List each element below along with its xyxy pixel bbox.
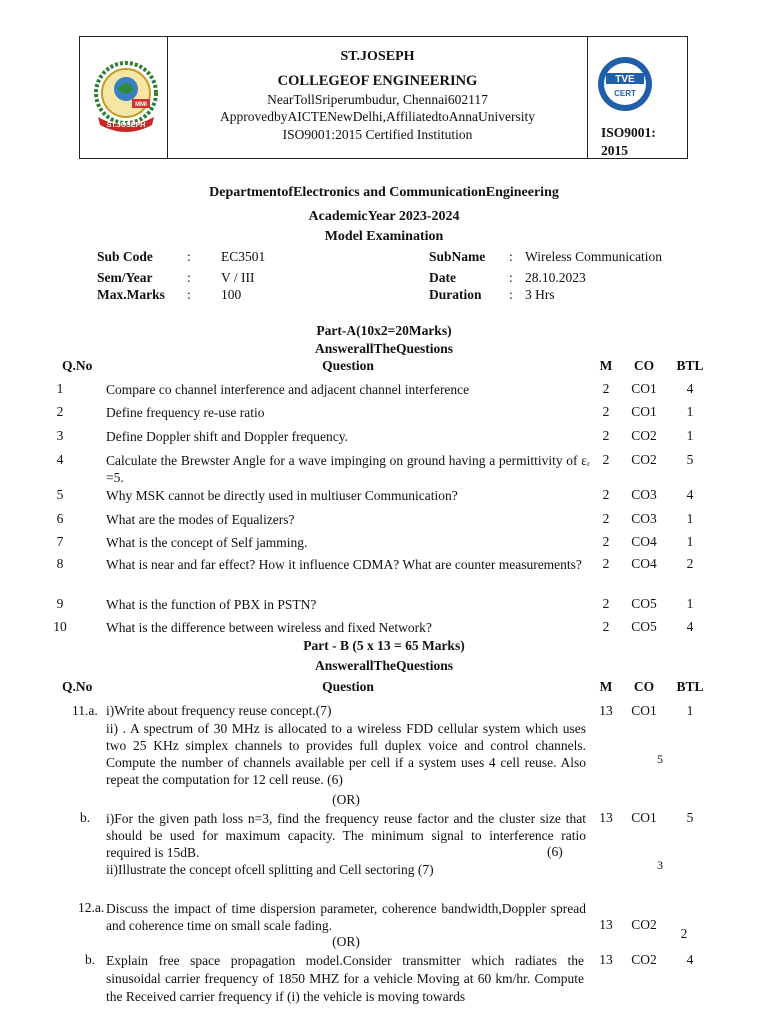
question-marks: 13 bbox=[599, 703, 613, 718]
question-12b-text: Explain free space propagation model.Consider transmitter which radiates the sinusoidal carrier frequency of 1850 MHZ for a vehicle Moving at 60 km/hr. Compute the Received carrier frequency if (i) the vehicle is moving towards bbox=[106, 953, 584, 1004]
header-co: CO bbox=[633, 679, 655, 694]
question-number: 1 bbox=[56, 381, 64, 396]
question-number: 3 bbox=[56, 428, 64, 443]
sub-code-label: Sub Code bbox=[97, 249, 153, 264]
colon: : bbox=[509, 270, 513, 285]
header-qno: Q.No bbox=[62, 679, 93, 694]
question-co: CO5 bbox=[631, 596, 657, 611]
question-text: What are the modes of Equalizers? bbox=[106, 512, 295, 527]
question-co: CO3 bbox=[631, 511, 657, 526]
colon: : bbox=[187, 270, 191, 285]
part-a-title: Part-A(10x2=20Marks) bbox=[316, 323, 452, 338]
question-btl: 1 bbox=[686, 596, 694, 611]
header-btl: BTL bbox=[676, 358, 704, 373]
question-marks: 2 bbox=[602, 596, 610, 611]
question-marks: 2 bbox=[602, 556, 610, 571]
header-question: Question bbox=[322, 358, 374, 373]
sem-label: Sem/Year bbox=[97, 270, 153, 285]
question-text: Define frequency re-use ratio bbox=[106, 405, 265, 420]
question-marks: 2 bbox=[602, 404, 610, 419]
question-11b-btl2: 3 bbox=[657, 858, 663, 872]
iso-right-1: ISO9001: bbox=[601, 125, 656, 140]
question-marks: 2 bbox=[602, 487, 610, 502]
question-marks: 2 bbox=[602, 511, 610, 526]
question-11b-part2: ii)Illustrate the concept ofcell splitting and Cell sectoring (7) bbox=[106, 862, 434, 877]
question-marks: 2 bbox=[602, 452, 610, 467]
question-co: CO1 bbox=[631, 703, 657, 718]
question-number: b. bbox=[85, 952, 96, 967]
or-separator: (OR) bbox=[332, 792, 360, 807]
question-btl: 5 bbox=[686, 810, 694, 825]
question-btl: 1 bbox=[686, 428, 694, 443]
question-marks: 2 bbox=[602, 428, 610, 443]
colon: : bbox=[187, 249, 191, 264]
college-header bbox=[79, 36, 688, 159]
question-text: Compare co channel interference and adjacent channel interference bbox=[106, 382, 470, 397]
question-text: Why MSK cannot be directly used in multiuser Communication? bbox=[106, 488, 458, 503]
question-btl: 5 bbox=[686, 452, 694, 467]
or-separator: (OR) bbox=[332, 934, 360, 949]
date-label: Date bbox=[429, 270, 456, 285]
part-b-title: Part - B (5 x 13 = 65 Marks) bbox=[303, 638, 465, 653]
question-marks: 2 bbox=[602, 381, 610, 396]
colon: : bbox=[509, 287, 513, 302]
question-11b-part1: i)For the given path loss n=3, find the frequency reuse factor and the cluster size that should be used for maximum capacity. The minimum signal to interference ratio required is 15dB. bbox=[106, 811, 586, 860]
header-divider-right bbox=[587, 37, 588, 158]
question-text: i)Write about frequency reuse concept.(7) bbox=[106, 703, 332, 718]
question-text: What is near and far effect? How it influence CDMA? What are counter measurements? bbox=[106, 557, 582, 572]
question-btl: 1 bbox=[686, 404, 694, 419]
duration-label: Duration bbox=[429, 287, 482, 302]
question-btl: 1 bbox=[686, 511, 694, 526]
header-question: Question bbox=[322, 679, 374, 694]
marks: 100 bbox=[221, 287, 242, 302]
header-m: M bbox=[599, 358, 613, 373]
header-btl: BTL bbox=[676, 679, 704, 694]
question-number: 2 bbox=[56, 404, 64, 419]
logo-ribbon-text: ST.JOSEPH bbox=[106, 122, 146, 129]
header-co: CO bbox=[633, 358, 655, 373]
question-co: CO2 bbox=[631, 452, 657, 467]
question-number: 11.a. bbox=[72, 703, 98, 718]
college-name-1: ST.JOSEPH bbox=[340, 49, 415, 64]
question-marks: 13 bbox=[599, 810, 613, 825]
sub-code: EC3501 bbox=[221, 249, 266, 264]
question-number: 10 bbox=[53, 619, 67, 634]
academic-year: AcademicYear 2023-2024 bbox=[308, 209, 460, 224]
iso-right-2: 2015 bbox=[601, 143, 628, 158]
question-11a-part2: ii) . A spectrum of 30 MHz is allocated to a wireless FDD cellular system which uses two 25 KHz simplex channels to provides full duplex voice and control channels. Compute the number of channels available per cell if a system uses 4 cell reuse. Also repeat the computation for 12 cell reuse. (6) bbox=[106, 721, 586, 787]
subname-label: SubName bbox=[429, 249, 486, 264]
header-qno: Q.No bbox=[62, 358, 93, 373]
question-11b-marks1: (6) bbox=[547, 844, 563, 859]
date: 28.10.2023 bbox=[525, 270, 586, 285]
header-m: M bbox=[599, 679, 613, 694]
question-number: 7 bbox=[56, 534, 64, 549]
question-text: Calculate the Brewster Angle for a wave impinging on ground having a permittivity of εᵣ =5. bbox=[106, 453, 590, 485]
question-co: CO4 bbox=[631, 556, 657, 571]
question-number: 9 bbox=[56, 596, 64, 611]
question-co: CO1 bbox=[631, 810, 657, 825]
question-btl: 4 bbox=[686, 487, 694, 502]
college-logo-icon bbox=[92, 55, 160, 135]
question-text: What is the function of PBX in PSTN? bbox=[106, 597, 317, 612]
question-text: What is the concept of Self jamming. bbox=[106, 535, 308, 550]
question-marks: 2 bbox=[602, 534, 610, 549]
exam-name: Model Examination bbox=[324, 229, 444, 244]
question-number: 12.a. bbox=[78, 900, 105, 915]
college-iso-line: ISO9001:2015 Certified Institution bbox=[282, 127, 473, 142]
college-address: NearTollSriperumbudur, Chennai602117 bbox=[267, 92, 488, 107]
question-co: CO3 bbox=[631, 487, 657, 502]
part-b-subtitle: AnswerallTheQuestions bbox=[314, 658, 453, 673]
marks-label: Max.Marks bbox=[97, 287, 165, 302]
question-text: Define Doppler shift and Doppler frequency. bbox=[106, 429, 349, 444]
question-number: 6 bbox=[56, 511, 64, 526]
question-co: CO2 bbox=[631, 952, 657, 967]
question-btl: 4 bbox=[686, 619, 694, 634]
question-12a-text: Discuss the impact of time dispersion parameter, coherence bandwidth,Doppler spread and coherence time on small scale fading. bbox=[106, 901, 586, 933]
question-marks: 13 bbox=[599, 952, 613, 967]
question-number: b. bbox=[80, 810, 91, 825]
cert-top: TVE bbox=[615, 74, 635, 85]
subname: Wireless Communication bbox=[525, 249, 663, 264]
question-number: 8 bbox=[56, 556, 64, 571]
question-btl: 1 bbox=[686, 703, 694, 718]
question-co: CO1 bbox=[631, 381, 657, 396]
colon: : bbox=[187, 287, 191, 302]
question-marks: 2 bbox=[602, 619, 610, 634]
question-co: CO4 bbox=[631, 534, 657, 549]
question-text: What is the difference between wireless and fixed Network? bbox=[106, 620, 432, 635]
question-btl: 4 bbox=[686, 952, 694, 967]
question-co: CO2 bbox=[631, 428, 657, 443]
question-number: 4 bbox=[56, 452, 64, 467]
college-approval: ApprovedbyAICTENewDelhi,AffiliatedtoAnnaUniversity bbox=[219, 109, 536, 124]
logo-badge: MMI bbox=[135, 102, 147, 108]
college-name-2: COLLEGEOF ENGINEERING bbox=[277, 73, 478, 89]
sem: V / III bbox=[221, 270, 255, 285]
question-btl: 1 bbox=[686, 534, 694, 549]
question-btl: 2 bbox=[686, 556, 694, 571]
cert-logo-icon bbox=[596, 55, 654, 113]
question-number: 5 bbox=[56, 487, 64, 502]
duration: 3 Hrs bbox=[525, 287, 555, 302]
colon: : bbox=[509, 249, 513, 264]
question-11a-btl2: 5 bbox=[657, 752, 663, 766]
question-co: CO5 bbox=[631, 619, 657, 634]
department: DepartmentofElectronics and CommunicationEngineering bbox=[209, 185, 559, 200]
question-co: CO1 bbox=[631, 404, 657, 419]
part-a-subtitle: AnswerallTheQuestions bbox=[314, 341, 453, 356]
cert-bottom: CERT bbox=[614, 89, 636, 98]
question-btl: 2 bbox=[680, 926, 688, 941]
question-btl: 4 bbox=[686, 381, 694, 396]
question-marks: 13 bbox=[599, 917, 613, 932]
question-co: CO2 bbox=[631, 917, 657, 932]
